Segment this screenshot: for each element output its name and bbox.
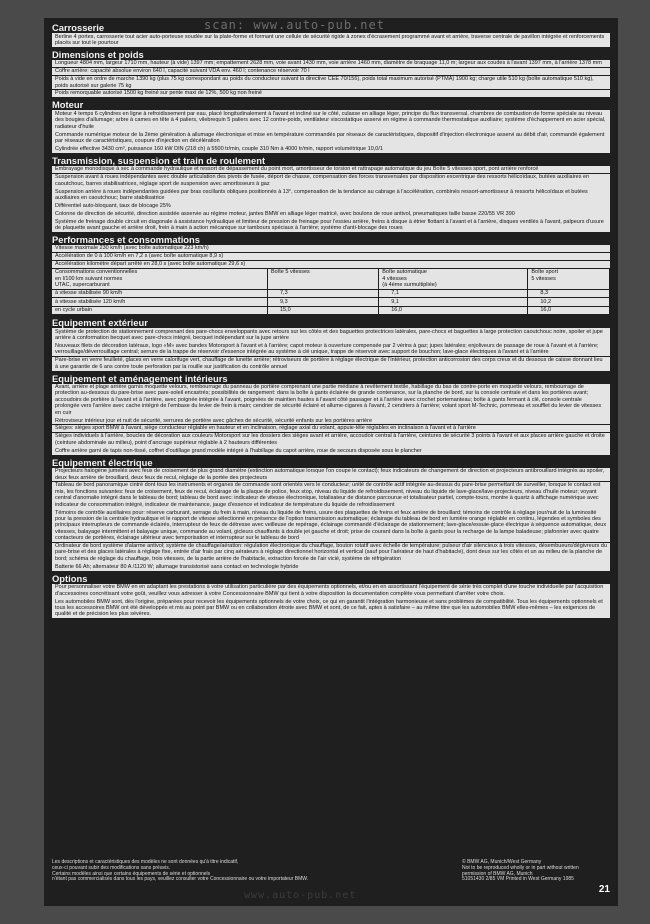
footer-copyright: [462, 860, 610, 883]
section-heading: Equipement et aménagement intérieurs: [52, 372, 228, 384]
section-paragraph: Accélération de 0 à 100 km/h en 7,2 s (avec boîte automatique 8,9 s): [52, 253, 610, 260]
section-heading: Dimensions et poids: [52, 48, 144, 60]
table-header-line: Consommations conventionnelles: [55, 269, 138, 276]
section-paragraph: Suspension avant à roues indépendantes avec double articulation des pivots de fusée, déport de chasse, compensation des forces transversales par disposition excentrique des ressorts hélicoïdaux, butées auxiliaires en caoutchouc, barres stabilisatrices, réglage sport de suspension avec amortisseurs à gaz: [52, 174, 610, 188]
section-paragraph: Coffre arrière: capacité absolue environ 640 l, capacité suivant VDA env. 460 l; contenance réservoir 70 l: [52, 68, 610, 75]
section-paragraph: Pour personnaliser votre BMW en en adaptant les prestations à votre utilisation particulière par des équipements optionnels, et/ou en en assortissant l'équipement de série très complet d'une touche individuelle par l'acquisition d'accessoires concrétisant votre goût, veuillez vous adresser à votre Concessionnaire BMW qui tient à votre disposition la documentation complète vous permettant d'arrêter votre choix.: [52, 584, 610, 598]
section-heading: Options: [52, 572, 88, 584]
section-paragraph: Avant, arrière et plage arrière garnis moquette velours, rembourrage du panneau de portière comprenant une partie médiane à revêtement textile, habillage du bas de contre-porte en moquette velours, rembourrage de protection au-dessous du pare-brise avec pare-soleil encastrés; possibilités de rangement: dans la boîte à gants éclairée de grande contenance, sur la planche de bord, sur la console centrale et dans les portières avant; accoudoirs de portière à l'avant et à l'arrière, avec poignée intégrée à l'avant, poignées de maintien hautes à l'avant côté passager et à l'arrière avec crochet portemanteau; boîte à gants fermant à clé, console centrale prolongée vers l'arrière avec cache intégré de l'embase du levier de frein à main; cendrier de sécurité éclairé et allume-cigares à l'avant, 2 cendriers à l'arrière; volant sport M-Technic, pommeau et soufflet du levier de vitesses en cuir: [52, 384, 610, 417]
page-number: 21: [598, 884, 610, 895]
footer-line: ceux-ci pouvant subir des modifications sans préavis.: [52, 864, 171, 871]
section-paragraph: Longueur 4804 mm, largeur 1710 mm, hauteur (à vide) 1397 mm; empattement 2628 mm, voie avant 1430 mm, voie arrière 1460 mm, diamètre de braquage 11,0 m; largeur aux coudes à l'avant 1397 mm, à l'arrière 1378 mm: [52, 60, 610, 67]
consumption-table: [52, 269, 610, 315]
section-paragraph: Berline 4 portes, carrosserie tout acier auto-porteuse soudée sur la plate-forme et formant une cellule de sécurité rigide à zones d'écrasement programmé avant et arrière, traverse centrale de pavillon intégrée et renforcements placés sur tout le pourtour: [52, 33, 610, 47]
footer-line: Certains modèles ainsi que certains équipements de série et optionnels: [52, 870, 211, 877]
section-paragraph: Système de freinage double circuit en diagonale à assistance hydraulique et limiteur de pression de freinage pour l'essieu arrière, freins à disque à étrier flottant à l'avant et à l'arrière, disques ventilés à l'avant, palpeurs d'usure de plaquette avant gauche et arrière droit, frein à main à action mécanique sur tambours spéciaux à l'arrière; système d'anti-blocage des roues: [52, 218, 610, 232]
table-cell-value: 7,1: [379, 289, 528, 297]
table-header-line: 5 vitesses: [531, 275, 556, 282]
footer-line: 51051430 2/85 VM Printed in West Germany 1985: [462, 876, 574, 883]
section-paragraph: Différentiel auto-bloquant, taux de blocage 25%: [52, 202, 610, 209]
table-header-line: (à 4ème surmultipliée): [382, 281, 437, 288]
watermark: scan: www.auto-pub.net: [204, 18, 385, 32]
section-heading: Transmission, suspension et train de roulement: [52, 154, 266, 166]
spec-content: [52, 20, 610, 620]
section: [52, 22, 610, 47]
section-paragraph: Les automobiles BMW sont, dès l'origine, préparées pour recevoir les équipements optionnels de votre choix, ce qui en garantit l'intégration harmonieuse et sans problèmes de compatibilité. Tous les équipements optionnels et tous les accessoires BMW ont été développés et mis au point par BMW ou en collaboration étroite avec BMW et sont, de ce fait, aptes à satisfaire – au même titre que les automobiles BMW elles-mêmes – les exigences de qualité et de précision les plus sévères.: [52, 598, 610, 618]
table-row: [52, 289, 610, 297]
table-header-line: 4 vitesses: [382, 275, 407, 282]
section-paragraph: Embrayage monodisque à sec à commande hydraulique et ressort de dépassement du point mort, amortisseur de torsion et rattrapage automatique du jeu Boîte 5 vitesses sport, pont arrière renforcé: [52, 166, 610, 173]
table-header-cell: [267, 269, 378, 290]
table-header-line: en l/100 km suivant normes: [55, 275, 123, 282]
section-paragraph: Accélération kilomètre départ arrêté en 28,0 s (avec boîte automatique 29,6 s): [52, 261, 610, 268]
table-cell-value: 9,3: [267, 298, 378, 306]
footer-line: Not to be reproduced wholly or in part without written: [462, 864, 579, 871]
table-header-cell: [379, 269, 528, 290]
section-paragraph: Suspension arrière à roues indépendantes guidées par bras oscillants obliques positionnés à 13°, compensation de la tendance au cabrage à l'accélération, combinés ressort-amortisseur à ressorts hélicoïdaux et butées auxiliaires en caoutchouc; barre stabilisatrice: [52, 188, 610, 202]
section-paragraph: Vitesse maximale 230 km/h (avec boîte automatique 223 km/h): [52, 245, 610, 252]
table-row-label: en cycle urbain: [52, 306, 267, 314]
table-header-line: Boîte sport: [531, 269, 558, 276]
table-cell-value: 16,0: [379, 306, 528, 314]
footer-disclaimer: [52, 860, 432, 883]
section: [52, 573, 610, 619]
table-cell-value: 7,3: [267, 289, 378, 297]
table-header-line: Boîte automatique: [382, 269, 427, 276]
section: [52, 317, 610, 370]
table-cell-value: 10,2: [528, 298, 610, 306]
section-paragraph: Ordinateur de bord système d'alarme antivol; système de chauffage/aération: régulation électronique du chauffage, bouton rotatif avec échelle de température; pulseur d'air silencieux à trois vitesses, désembueurs/dégivreurs du pare-brise et des glaces latérales à réglage fixe, entrée d'air frais par cinq aérateurs à réglage directionnel horizontal et vertical (sauf pour l'aérateur de haut d'habitacle), dont deux sur les côtés et un au milieu de la planche de bord; schéma de réglage du chauffage, trois vitesses, de la partie arrière de l'habitacle, extraction forcée de l'air vicié, système de réfrigération: [52, 543, 610, 563]
bottom-watermark: www.auto-pub.net: [244, 890, 357, 901]
footer-line: permission of BMW AG, Munich: [462, 870, 533, 877]
section-paragraph: Commande numérique moteur de la 2ème génération à allumage électronique et mise en température commandés par réseaux de caractéristiques, dispositif d'injection électronique asservi au débit d'air, commandé également par réseaux de caractéristiques, coupure d'injection en décélération: [52, 131, 610, 145]
table-row: [52, 298, 610, 306]
section-paragraph: Tableau de bord panoramique cintré dont tous les instruments et organes de commande sont orientés vers le conducteur; unité de contrôle actif intégrée au-dessus du pare-brise permettant de surveiller, lorsque le contact est mis, les fonctions suivantes: feux de croisement, feux de recul, éclairage de la plaque de police, feux stop, niveau du liquide de refroidissement, niveau du liquide de lave-glace/lave-projecteurs, niveau d'huile moteur; voyant central d'anomalie intégré dans le tableau de bord; tableau de bord avec: indicateur de vitesse électronique, totalisateur de distance parcourue et totalisateur partiel, compte-tours, montre à quartz à affichage numérique avec indicateur de consommation intégré, indicateur de maintenance, jauge d'essence et indicateur de température du liquide de refroidissement: [52, 482, 610, 509]
section-paragraph: Poids remorquable autorisé 1500 kg freiné sur pente maxi de 12%, 500 kg non freiné: [52, 90, 610, 97]
section-paragraph: Colonne de direction de sécurité, direction assistée asservie au régime moteur, jantes BMW en alliage léger matricé, avec boulons de roue antivol, pneumatiques taille basse 220/55 VR 390: [52, 210, 610, 217]
section-paragraph: Nouveaux filets de décoration latéraux, logo «M» avec bandes Motorsport à l'avant et à l'arrière; capot moteur à ouverture compensée par 2 vérins à gaz; jupes latérales; enjoliveurs de passage de roue à l'avant et à l'arrière; verrouillage/déverrouillage central; serrure de la trappe de réservoir d'essence intégrée au système à clé unique, trappe de réservoir avec support de bouchon; lave-glace électriques à l'avant et à l'arrière: [52, 342, 610, 356]
section: [52, 155, 610, 232]
footer-line: n'étant pas commercialisés dans tous les pays, veuillez consulter votre Concessionnaire ou votre importateur BMW.: [52, 876, 309, 883]
section-paragraph: Sièges individuels à l'arrière, boucles de décoration aux couleurs Motorsport sur les dossiers des sièges avant et arrière, accoudoir central à l'arrière, ceintures de sécurité 3 points à l'avant et aux places arrière gauche et droite (ceinture abdominale au milieu), point d'ancrage supérieur réglable à 2 hauteurs différentes: [52, 433, 610, 447]
section-paragraph: Moteur 4 temps 6 cylindres en ligne à refroidissement par eau, placé longitudinalement à l'avant et incliné sur le côté, culasse en alliage léger, principe du flux transversal, chambres de combustion de forme spéciale au niveau des bougies d'allumage; arbre à cames en tête à 4 paliers, vilebrequin 5 paliers avec 12 contre-poids, ventilateur viscostatique asservi en régime à commande thermostatique auxiliaire; système d'échappement en acier spécial, radiateur d'huile: [52, 110, 610, 130]
table-cell-value: 9,1: [379, 298, 528, 306]
section: [52, 49, 610, 98]
table-row: [52, 306, 610, 314]
section-paragraph: Coffre arrière garni de tapis non-tissé, coffret d'outillage grand modèle intégré à l'habillage du capot arrière, roue de secours disposée sous le plancher: [52, 447, 610, 454]
table-header-line: UTAC, supercarburant: [55, 281, 110, 288]
section-heading: Equipement électrique: [52, 456, 153, 468]
table-cell-value: 15,0: [267, 306, 378, 314]
section-heading: Moteur: [52, 99, 84, 111]
table-cell-value: 16,0: [528, 306, 610, 314]
table-header-cell: [528, 269, 610, 290]
section-paragraph: Rétroviseur intérieur jour et nuit de sécurité, serrures de portière avec gâches de sécurité, sécurité enfants sur les portières arrière: [52, 417, 610, 424]
table-cell-value: 8,3: [528, 289, 610, 297]
table-row-label: à vitesse stabilisée 120 km/h: [52, 298, 267, 306]
section-heading: Performances et consommations: [52, 233, 200, 245]
section-paragraph: Pare-brise en verre feuilleté, glaces en verre calorifuge vert, chauffage de lunette arrière; rétroviseurs de portière à réglage électrique de l'intérieur, protection anticorrosion des corps creux et du dessous de caisse donnant lieu à une garantie de 6 ans contre toute perforation par la rouille sur justification du contrôle annuel: [52, 357, 610, 371]
table-header-line: Boîte 5 vitesses: [270, 269, 310, 276]
footer-line: Les descriptions et caractéristiques des modèles ne sont données qu'à titre indicatif,: [52, 859, 239, 865]
section-paragraph: Sièges: sièges sport BMW à l'avant, siège conducteur réglable en hauteur et en inclinaison, réglage axial du volant, appuie-tête réglables en inclinaison à l'avant et à l'arrière: [52, 425, 610, 432]
section-heading: Equipement extérieur: [52, 317, 148, 329]
table-row-label: à vitesse stabilisée 90 km/h: [52, 289, 267, 297]
section-heading: Carrosserie: [52, 22, 105, 33]
section: [52, 457, 610, 571]
section-paragraph: Projecteurs halogène jumelés avec feux de croisement de plus grand diamètre (extinction automatique lorsque l'on coupe le contact); feux indicateurs de changement de direction et projecteurs antibrouillard intégrés au spoiler, deux feux arrière de brouillard, deux feux de recul, réglage de la portée des projecteurs: [52, 468, 610, 482]
table-header-cell: [52, 269, 267, 290]
section-paragraph: Cylindrée effective 3430 cm³, puissance 160 kW DIN (218 ch) à 5500 tr/min, couple 310 Nm à 4000 tr/min, rapport volumétrique 10,0/1: [52, 145, 610, 152]
section-paragraph: Poids à vide en ordre de marche 1390 kg (plus 75 kg correspondant au poids du conducteur suivant la directive CEE 70/156), poids total maximum autorisé (PTMA) 1900 kg; charge utile 510 kg (boîte automatique 510 kg), poids autorisé sur galerie 75 kg: [52, 76, 610, 90]
section-paragraph: Système de protection de stationnement comprenant des pare-chocs enveloppants avec retours sur les côtés et des baguettes protectrices latérales, pare-chocs et baguettes à large protection caoutchouc noire, spoiler et jupe arrière à conformation becquet avec pare-chocs intégré, becquet indépendant sur la jupe arrière: [52, 328, 610, 342]
footer-line: © BMW AG, Munich/West Germany: [462, 859, 542, 865]
section-paragraph: Batterie 66 Ah; alternateur 80 A /1120 W; allumage transistorisé sans contact en technologie hybride: [52, 563, 610, 570]
section-paragraph: Témoins de contrôle auxiliaires pour: réserve carburant, serrage du frein à main, niveau du liquide de freins, usure des plaquettes de freins et feux arrière de brouillard; témoins de contrôle à réglage jour/nuit de la luminosité pour la pression de la centrale hydraulique et le rapport de vitesse sélectionné en présence de l'option transmission automatique; éclairage du tableau de bord en lumière orange réglable en continu, légendes et symboles des principaux interrupteurs de commande éclairés, interrupteur de feux de détresse avec veilleuse de repérage, éclairage commandé d'éclairage de stationnement; lave-glace/essuie-glace électrique à séquence automatique, deux vitesses, balayage intermittent et balayage unique, commande au volant, gicleurs chauffants à double jet gauche et droit; prise de courant dans la boîte à gants pour la recharge de la lampe baladeuse; plafonnier avec quatre contacteurs de portières, éclairage ultérieur avec temporisation et interrupteur sur le tableau de bord: [52, 509, 610, 542]
section: [52, 373, 610, 455]
section: [52, 234, 610, 315]
document-page: [44, 18, 618, 906]
section: [52, 99, 610, 152]
